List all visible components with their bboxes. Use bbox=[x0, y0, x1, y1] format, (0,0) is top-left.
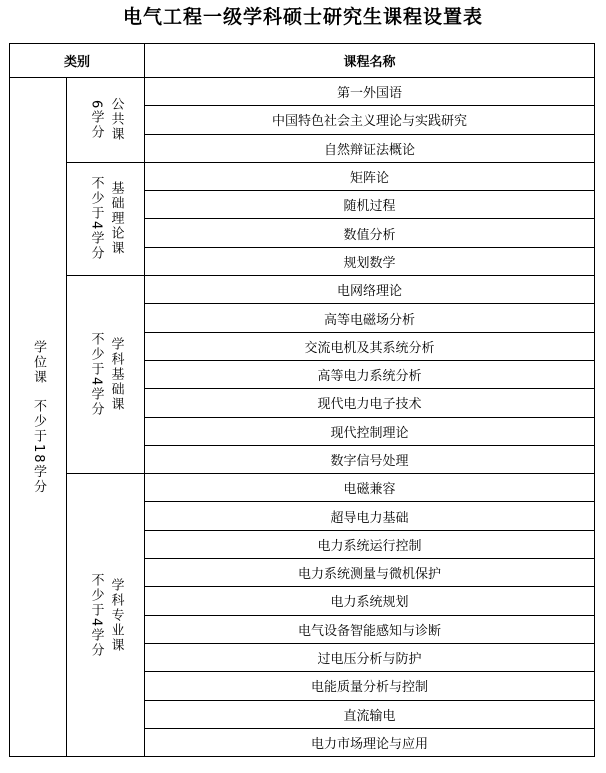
course-name-cell: 交流电机及其系统分析 bbox=[145, 332, 595, 360]
group-credit: 不少于4学分 bbox=[88, 572, 104, 658]
group-credit: 不少于4学分 bbox=[88, 176, 104, 262]
course-name-cell: 第一外国语 bbox=[145, 78, 595, 106]
course-table bbox=[9, 43, 595, 757]
course-name-cell: 电磁兼容 bbox=[145, 474, 595, 502]
table-header-row bbox=[10, 44, 595, 78]
table-row bbox=[10, 162, 595, 190]
header-category: 类别 bbox=[10, 44, 145, 78]
course-name-cell: 电力系统运行控制 bbox=[145, 530, 595, 558]
degree-label: 学位课 bbox=[31, 339, 46, 385]
course-name-cell: 直流输电 bbox=[145, 700, 595, 728]
course-name-cell: 电力系统测量与微机保护 bbox=[145, 559, 595, 587]
group-cell bbox=[67, 276, 145, 474]
course-name-cell: 高等电磁场分析 bbox=[145, 304, 595, 332]
group-name: 学科专业课 bbox=[108, 577, 124, 653]
group-cell bbox=[67, 474, 145, 757]
course-name-cell: 电力系统规划 bbox=[145, 587, 595, 615]
table-body bbox=[10, 78, 595, 757]
group-name: 学科基础课 bbox=[108, 337, 124, 413]
course-name-cell: 中国特色社会主义理论与实践研究 bbox=[145, 106, 595, 134]
course-name-cell: 数字信号处理 bbox=[145, 445, 595, 473]
course-name-cell: 电能质量分析与控制 bbox=[145, 672, 595, 700]
course-name-cell: 随机过程 bbox=[145, 191, 595, 219]
degree-course-cell bbox=[10, 78, 67, 757]
course-name-cell: 电网络理论 bbox=[145, 276, 595, 304]
course-name-cell: 矩阵论 bbox=[145, 162, 595, 190]
group-credit: 不少于4学分 bbox=[88, 331, 104, 418]
group-cell bbox=[67, 78, 145, 163]
course-name-cell: 电力市场理论与应用 bbox=[145, 728, 595, 756]
course-name-cell: 现代控制理论 bbox=[145, 417, 595, 445]
table-row bbox=[10, 474, 595, 502]
course-name-cell: 高等电力系统分析 bbox=[145, 360, 595, 388]
course-name-cell: 过电压分析与防护 bbox=[145, 643, 595, 671]
group-name: 基础理论课 bbox=[108, 181, 124, 257]
course-name-cell: 规划数学 bbox=[145, 247, 595, 275]
course-name-cell: 现代电力电子技术 bbox=[145, 389, 595, 417]
table-row bbox=[10, 78, 595, 106]
course-name-cell: 数值分析 bbox=[145, 219, 595, 247]
table-row bbox=[10, 276, 595, 304]
group-credit: 6学分 bbox=[88, 99, 104, 141]
header-course-name: 课程名称 bbox=[145, 44, 595, 78]
course-name-cell: 超导电力基础 bbox=[145, 502, 595, 530]
page-title: 电气工程一级学科硕士研究生课程设置表 bbox=[122, 6, 483, 28]
course-name-cell: 自然辩证法概论 bbox=[145, 134, 595, 162]
group-cell bbox=[67, 162, 145, 275]
group-name: 公共课 bbox=[108, 97, 124, 143]
course-name-cell: 电气设备智能感知与诊断 bbox=[145, 615, 595, 643]
degree-credit: 不少于18学分 bbox=[31, 398, 46, 495]
